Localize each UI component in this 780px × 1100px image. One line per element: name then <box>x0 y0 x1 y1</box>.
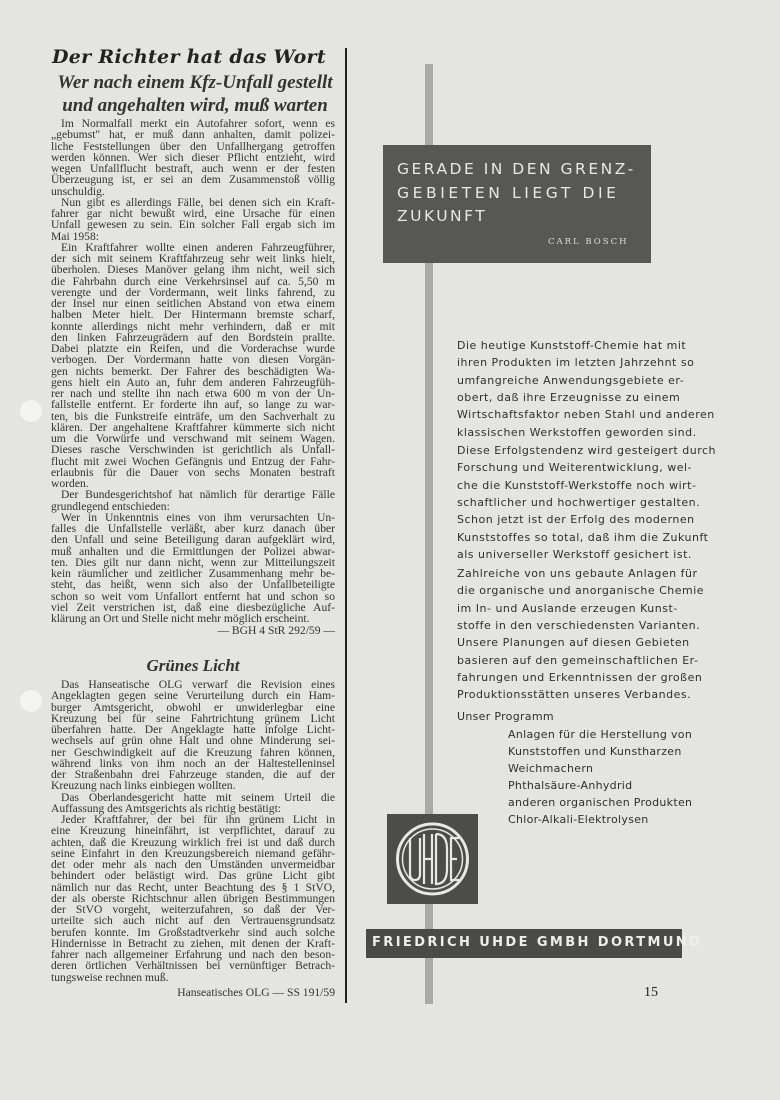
text-line: che die Kunststoff-Werkstoffe noch wirt- <box>457 478 697 492</box>
text-line: Das Oberlandesgericht hatte mit seinem Urteil die <box>61 790 335 804</box>
text-line: schaftlicher und hochwertiger gestalten. <box>457 495 701 509</box>
text-line: Nun gibt es allerdings Fälle, bei denen sich ein Kraft- <box>61 195 335 209</box>
text-line: Kreuzung bei für seine Fahrtrichtung grünem Licht <box>51 711 335 725</box>
text-line: fahrer nach allgemeiner Erfahrung und nach den beson- <box>51 948 335 961</box>
text-line: wegen Unfallflucht bestraft, auch wenn er der festen <box>51 162 335 175</box>
text-line: verbogen. Der Vordermann hatte von diesen Vorgän- <box>51 353 335 367</box>
article-subtitle-line: Wer nach einem Kfz-Unfall gestellt <box>57 72 333 93</box>
text-line: Kreuzung nach links einbiegen wollten. <box>51 779 236 793</box>
text-line: falles die Unfallstelle verläßt, aber kurz danach über <box>51 522 335 535</box>
text-line: Jeder Kraftfahrer, der bei für ihn grünem Licht in <box>61 813 335 826</box>
text-line: stoffe in den verschiedensten Varianten. <box>457 618 701 632</box>
column-divider <box>345 48 347 1003</box>
quote-line: GEBIETEN LIEGT DIE <box>397 184 620 202</box>
text-line: den linken Fahrzeugrädern auf den Bordstein prallte. <box>51 330 335 344</box>
text-line: Schon jetzt ist der Erfolg des modernen <box>457 513 695 527</box>
text-line: halben Meter hielt. Der Hintermann bremste scharf, <box>51 308 335 322</box>
text-line: burger Amtsgericht, obwohl er unwiderlegbar eine <box>51 700 335 714</box>
punch-hole <box>20 690 42 712</box>
text-line: gen nichts bemerkt. Der Fahrer des beschädigten Wa- <box>51 364 335 378</box>
text-line: „gebumst" hat, er muß dann anhalten, damit polizei- <box>51 128 335 142</box>
text-line: ner Geschwindigkeit auf die Kreuzung fahren können, <box>51 745 335 759</box>
text-line: seine Einfahrt in den Kreuzungsbereich niemand gefähr- <box>51 846 335 860</box>
article-subtitle-line: und angehalten wird, muß warten <box>62 95 328 116</box>
text-line: der Straßenbahn drei Fahrzeuge standen, die auf der <box>51 768 335 781</box>
text-line: Forschung und Weiterentwicklung, wel- <box>457 461 692 475</box>
text-line: ten, bis die Funkstreife einträfe, um den Sachverhalt zu <box>51 409 335 423</box>
text-line: liche Feststellungen über den Unfallhergang getroffen <box>51 139 335 153</box>
text-line: der als oberste Richtschnur allen übrigen Bestimmungen <box>51 891 335 905</box>
article-title: Der Richter hat das Wort <box>52 46 326 68</box>
text-line: fahrungen und Erkenntnissen der großen <box>457 670 703 684</box>
text-line: det oder mehr als nach den Umständen unvermeidbar <box>51 858 335 871</box>
text-line: ihren Produkten im letzten Jahrzehnt so <box>457 356 695 370</box>
text-line: ten. Dies gilt nur dann nicht, wenn zur Mitteilungszeit <box>51 555 335 569</box>
text-line: viel Zeit verstrichen ist, daß eine diesbezügliche Auf- <box>51 600 335 614</box>
text-line: grundlegend entschieden: <box>51 499 170 513</box>
section2-heading: Grünes Licht <box>146 656 240 675</box>
uhde-logo <box>387 814 478 904</box>
text-line: im In- und Auslande erzeugen Kunst- <box>457 601 678 615</box>
quote-line: GERADE IN DEN GRENZ- <box>397 160 636 178</box>
text-line: achten, daß die Kreuzung wirklich frei ist und daß durch <box>51 835 335 849</box>
text-line: Im Normalfall merkt ein Autofahrer sofort, wenn es <box>61 117 335 130</box>
text-line: klären. Der angehaltene Kraftfahrer kümmerte sich nicht <box>51 420 335 434</box>
text-line: Mai 1958: <box>51 229 99 243</box>
text-line: wechsels auf grün ohne Halt und ohne Minderung sei- <box>51 734 335 748</box>
text-line: Der Bundesgerichtshof hat nämlich für derartige Fälle <box>61 488 335 502</box>
text-line: rer nach und stellte ihn nach etwa 600 m von der Un- <box>51 387 335 400</box>
text-line: konnte allerdings nicht mehr verhindern, daß er mit <box>51 319 335 333</box>
text-line: Unsere Planungen auf diesen Gebieten <box>457 636 690 650</box>
text-line: der sich mit seinem Kraftfahrzeug sehr weit links hielt, <box>51 252 335 265</box>
text-line: flucht mit zwei Wochen Gefängnis und Entzug der Fahr- <box>51 454 335 468</box>
section2-body <box>51 679 335 998</box>
text-line: werden können. Wer sich dieser Pflicht entzieht, wird <box>51 150 335 164</box>
program-item: anderen organischen Produkten <box>508 796 693 809</box>
text-line: umfangreiche Anwendungsgebiete er- <box>457 373 685 387</box>
text-line: Ein Kraftfahrer wollte einen anderen Fahrzeugführer, <box>61 240 335 254</box>
text-line: als universeller Werkstoff gesichert ist. <box>457 547 692 561</box>
punch-hole <box>20 400 42 422</box>
text-line: die organische und anorganische Chemie <box>457 584 705 598</box>
text-line: worden. <box>51 477 89 490</box>
text-line: urteilte sich auch nicht auf den Vertrauensgrundsatz <box>51 914 335 928</box>
text-line: Kunststoffes so total, daß ihm die Zukunft <box>457 530 709 544</box>
text-line: der StVO vorgeht, weiterzufahren, so daß der Ver- <box>51 903 335 916</box>
text-line: um die Vorwürfe und verschwand mit seinem Wagen. <box>51 432 335 445</box>
text-line: nämlich nur das Recht, unter Beachtung des § 1 StVO, <box>51 880 335 894</box>
text-line: verengte und der Vordermann, weit links fahrend, zu <box>51 285 335 299</box>
text-line: muß anhalten und die Ermittlungen der Polizei abwar- <box>51 544 335 558</box>
text-line: schon so weit vom Unfallort entfernt hat und schon so <box>51 589 335 603</box>
text-line: der Insel nur einen seitlichen Abstand von etwa einem <box>51 297 335 310</box>
page-number: 15 <box>644 985 658 1000</box>
text-line: obert, daß ihre Erzeugnisse zu einem <box>457 390 681 404</box>
text-line: behindert oder belästigt wird. Das grüne Licht gibt <box>51 869 335 883</box>
text-line: kein räumlicher und zeitlicher Zusammenhang mehr be- <box>51 567 335 580</box>
citation: — BGH 4 StR 292/59 — <box>217 624 335 638</box>
text-line: Diese Erfolgstendenz wird gesteigert durch <box>457 444 716 457</box>
text-line: gens hielt ein Auto an, fuhr dem anderen Fahrzeugfüh- <box>51 375 335 389</box>
citation: Hanseatisches OLG — SS 191/59 <box>177 985 335 999</box>
text-line: Das Hanseatische OLG verwarf die Revision eines <box>61 678 335 691</box>
text-line: tungsweise rechnen muß. <box>51 970 169 984</box>
text-line: die Fahrbahn durch eine Verkehrsinsel auf ca. 5,50 m <box>51 274 335 288</box>
text-line: basieren auf den gemeinschaftlichen Er- <box>457 653 699 667</box>
text-line: erlaubnis für die Dauer von sechs Monaten bestraft <box>51 465 335 479</box>
program-item: Kunststoffen und Kunstharzen <box>508 745 682 758</box>
text-line: unschuldig. <box>51 184 105 198</box>
quote-author: CARL BOSCH <box>548 237 629 247</box>
program-item: Weichmachern <box>508 762 594 775</box>
text-line: überholen. Dieses Manöver gelang ihm nicht, weil sich <box>51 263 335 277</box>
text-line: Produktionsstätten unseres Verbandes. <box>457 688 692 702</box>
text-line: Dieses rasche Verschwinden ist gerichtlich als Unfall- <box>51 443 335 457</box>
section1-body <box>51 118 335 637</box>
text-line: Unfall gewesen zu sein. Ein solcher Fall ergab sich im <box>51 218 335 232</box>
text-line: deren örtlichen Verhältnissen bei vernünftiger Betrach- <box>51 959 335 973</box>
text-line: steht, das heißt, wenn sich also der Unfallbeteiligte <box>51 578 335 592</box>
text-line: überfahren hatte. Der Angeklagte hatte infolge Licht- <box>51 723 335 736</box>
text-line: Wer in Unkenntnis eines von ihm verursachten Un- <box>61 510 335 524</box>
company-name: FRIEDRICH UHDE GMBH DORTMUND <box>372 935 703 950</box>
program-item: Anlagen für die Herstellung von <box>508 728 693 741</box>
text-line: Wirtschaftsfaktor neben Stahl und anderen <box>457 408 715 422</box>
text-line: fallstelle entfernt. Er forderte ihn auf, so lange zu war- <box>51 398 335 412</box>
text-line: Auffassung des Amtsgerichts als richtig bestätigt: <box>51 801 282 815</box>
text-line: Dabei platzte ein Reifen, und die Vorderachse wurde <box>51 342 335 355</box>
text-line: Überzeugung ist, er sei an dem Zusammenstoß völlig <box>51 173 335 187</box>
program-item: Chlor-Alkali-Elektrolysen <box>508 813 649 826</box>
text-line: Hindernisse in Betracht zu ziehen, mit denen der Kraft- <box>51 936 335 950</box>
text-line: Zahlreiche von uns gebaute Anlagen für <box>457 567 698 580</box>
text-line: fahrer gar nicht bewußt wird, eine Ursache für einen <box>51 207 335 220</box>
text-line: berufen konnte. Im Großstadtverkehr sind auch solche <box>51 925 335 939</box>
program-heading: Unser Programm <box>457 710 554 723</box>
uhde-logo-icon <box>387 814 478 904</box>
text-line: eine Kreuzung hineinfährt, ist verpflichtet, darauf zu <box>51 824 335 838</box>
text-line: klärung an Ort und Stelle nicht mehr möglich erscheint. <box>51 612 310 625</box>
text-line: während links von ihm noch an der Haltestelleninsel <box>51 756 335 770</box>
text-line: Die heutige Kunststoff-Chemie hat mit <box>457 339 687 352</box>
text-line: den Unfall und seine Beteiligung daran aufgeklärt wird, <box>51 533 335 547</box>
program-item: Phthalsäure-Anhydrid <box>508 779 633 792</box>
quote-line: ZUKUNFT <box>397 207 488 225</box>
text-line: klassischen Werkstoffen geworden sind. <box>457 425 697 439</box>
text-line: Angeklagten gegen seine Verurteilung durch ein Ham- <box>51 689 335 703</box>
